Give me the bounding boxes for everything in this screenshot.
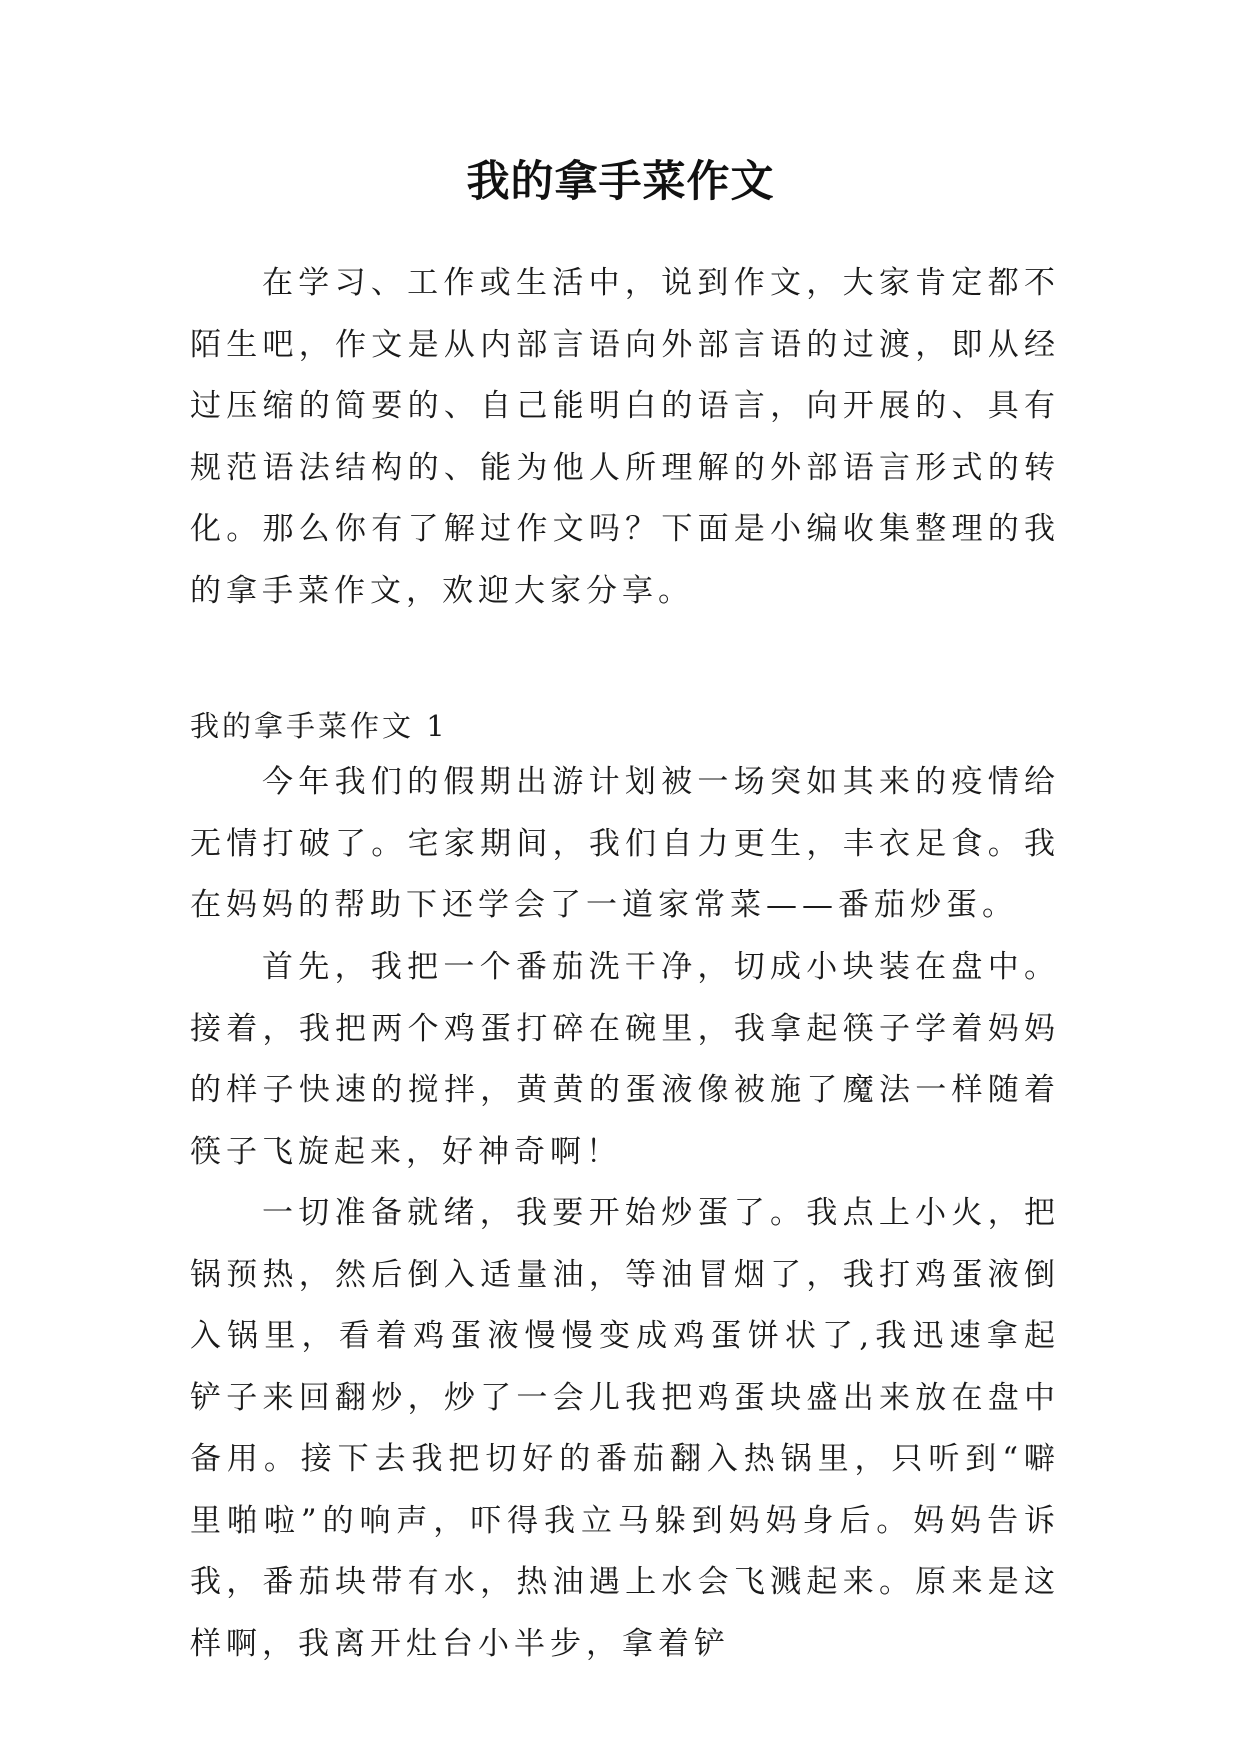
body-paragraph-1 xyxy=(190,752,1060,937)
document-title: 我的拿手菜作文 xyxy=(466,157,775,207)
paragraph-text: 一切准备就绪，我要开始炒蛋了。我点上小火，把锅预热，然后倒入适量油，等油冒烟了，我打鸡蛋液倒入锅里，看着鸡蛋液慢慢变成鸡蛋饼状了,我迅速拿起铲子来回翻炒，炒了一会儿我把鸡蛋块盛出来放在盘中备用。接下去我把切好的番茄翻入热锅里，只听到“噼里啪啦”的响声，吓得我立马躲到妈妈身后。妈妈告诉我，番茄块带有水，热油遇上水会飞溅起来。原来是这样啊，我离开灶台小半步，拿着铲 xyxy=(190,1195,1060,1662)
body-paragraph-3 xyxy=(190,1183,1060,1675)
body-paragraph-2 xyxy=(190,937,1060,1183)
paragraph-text: 今年我们的假期出游计划被一场突如其来的疫情给无情打破了。宅家期间，我们自力更生，丰衣足食。我在妈妈的帮助下还学会了一道家常菜——番茄炒蛋。 xyxy=(190,764,1060,923)
intro-text: 在学习、工作或生活中，说到作文，大家肯定都不陌生吧，作文是从内部言语向外部言语的过渡，即从经过压缩的简要的、自己能明白的语言，向开展的、具有规范语法结构的、能为他人所理解的外部语言形式的转化。那么你有了解过作文吗？下面是小编收集整理的我的拿手菜作文，欢迎大家分享。 xyxy=(190,265,1060,609)
paragraph-text: 首先，我把一个番茄洗干净，切成小块装在盘中。接着，我把两个鸡蛋打碎在碗里，我拿起筷子学着妈妈的样子快速的搅拌，黄黄的蛋液像被施了魔法一样随着筷子飞旋起来，好神奇啊！ xyxy=(190,949,1060,1170)
intro-paragraph xyxy=(190,253,1060,622)
section-heading: 我的拿手菜作文 1 xyxy=(190,709,448,743)
